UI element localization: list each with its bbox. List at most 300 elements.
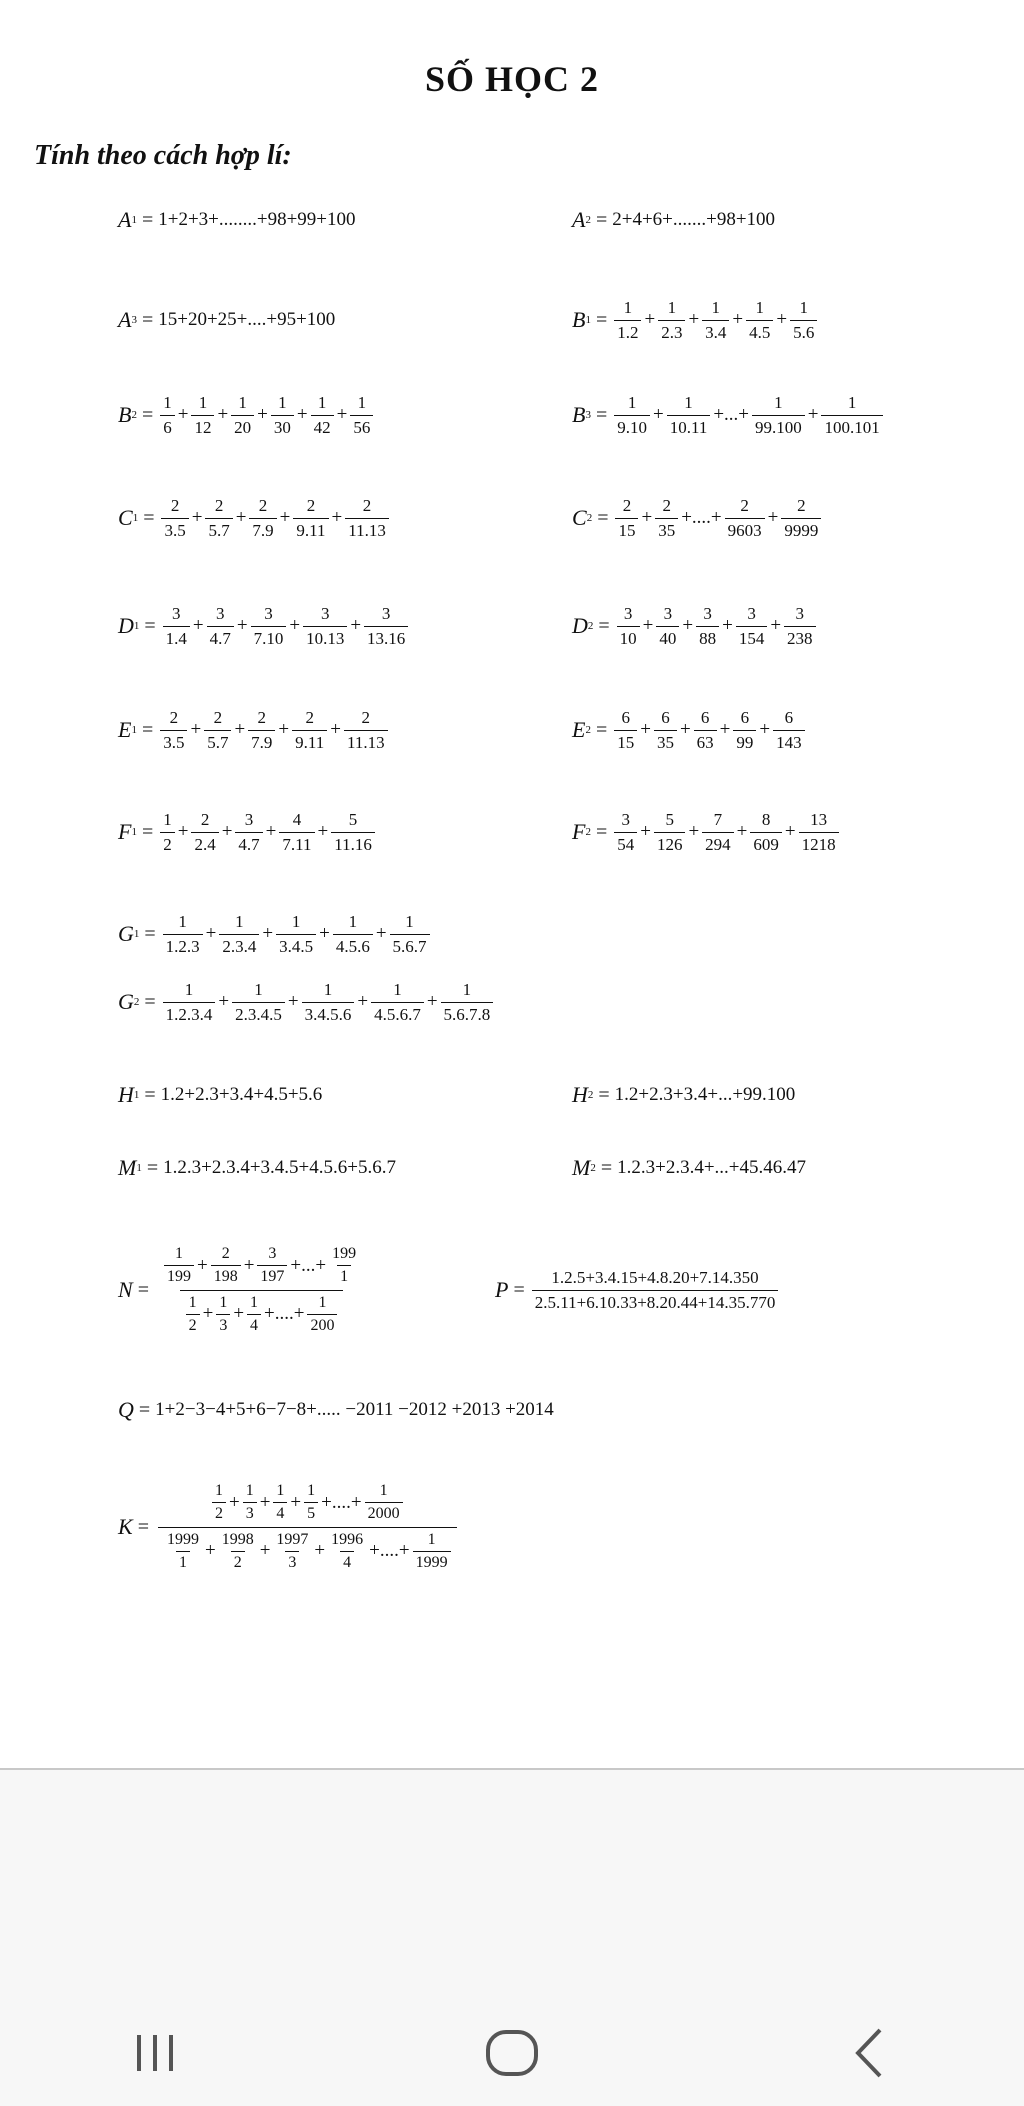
formula-H2	[572, 1082, 795, 1108]
fraction-numerator: 2	[361, 707, 371, 727]
fraction-numerator: 1	[684, 392, 693, 412]
plus-sign: +	[262, 923, 274, 944]
fraction-denominator: 4.5.6.7	[371, 1002, 424, 1025]
compound-denominator	[180, 1290, 344, 1336]
fraction	[191, 393, 214, 437]
variable-name: A	[118, 307, 132, 332]
fraction	[160, 393, 175, 437]
fraction-denominator: 35	[655, 518, 678, 541]
formula-M1	[118, 1155, 396, 1181]
fraction-denominator: 154	[736, 626, 768, 649]
plus-sign: +	[177, 404, 189, 425]
plus-sign: +	[289, 615, 301, 636]
row-B2-B3	[0, 385, 1024, 445]
equals-sign: =	[141, 403, 154, 426]
variable-name: E	[118, 717, 132, 742]
fraction	[216, 1294, 230, 1336]
formula-E2	[572, 708, 807, 752]
row-D1-D2	[0, 596, 1024, 656]
equals-sign: =	[144, 1083, 156, 1106]
variable-subscript: 2	[133, 996, 140, 1008]
fraction-denominator: 2.3.4.5	[232, 1002, 285, 1025]
fraction-numerator: 2	[257, 707, 267, 727]
fraction-denominator: 609	[750, 832, 782, 855]
plus-sign: +	[290, 1491, 302, 1513]
fraction-numerator: 1	[184, 979, 194, 999]
ellipsis-plus: +....+	[321, 1491, 362, 1513]
fraction	[163, 604, 190, 648]
equals-sign: =	[513, 1278, 525, 1301]
plus-sign: +	[279, 507, 291, 528]
formula-expression	[495, 1268, 780, 1312]
fraction-denominator: 5.7	[204, 730, 231, 753]
fraction-denominator: 4.7	[207, 626, 234, 649]
variable-name: D	[572, 613, 588, 638]
equals-sign: =	[144, 990, 156, 1013]
fraction-denominator: 2	[160, 832, 175, 855]
compound-numerator	[206, 1482, 409, 1527]
compound-fraction	[158, 1482, 457, 1573]
plus-sign: +	[767, 507, 779, 528]
equals-sign: =	[141, 820, 154, 843]
fraction-denominator: 9603	[725, 518, 765, 541]
fraction-denominator: 54	[614, 832, 637, 855]
formula-expression	[118, 980, 495, 1024]
fraction-numerator: 8	[761, 809, 771, 829]
plus-sign: +	[217, 404, 229, 425]
variable-name: B	[118, 402, 132, 427]
plus-sign: +	[257, 404, 268, 425]
fraction-denominator: 7.10	[251, 626, 287, 649]
fraction-denominator: 143	[773, 730, 805, 753]
fraction-denominator: 10	[617, 626, 640, 649]
formula-expression	[572, 604, 818, 648]
fraction	[752, 393, 805, 437]
fraction-numerator: 2	[362, 495, 372, 515]
variable-subscript: 2	[586, 512, 593, 524]
ellipsis-plus: +....+	[369, 1540, 410, 1562]
fraction	[273, 1482, 287, 1524]
fraction-numerator: 1	[427, 1530, 436, 1548]
fraction	[615, 496, 638, 540]
fraction	[614, 393, 650, 437]
plus-sign: +	[278, 719, 290, 740]
fraction	[344, 708, 388, 752]
fraction-numerator: 1	[238, 392, 247, 412]
fraction	[186, 1294, 200, 1336]
expression-text: 1.2.3+2.3.4+...+45.46.47	[617, 1157, 807, 1178]
fraction-denominator: 3	[216, 1314, 230, 1335]
plus-sign: +	[228, 1491, 240, 1513]
fraction	[205, 496, 232, 540]
variable-name: D	[118, 613, 134, 638]
formula-P	[495, 1268, 780, 1312]
fraction-numerator: 2	[622, 495, 632, 515]
fraction-denominator: 3.4.5	[276, 934, 316, 957]
plus-sign: +	[688, 309, 700, 330]
fraction	[160, 708, 187, 752]
fraction-numerator: 2	[213, 707, 223, 727]
fraction	[350, 393, 373, 437]
formula-A1	[118, 207, 356, 233]
fraction	[307, 1294, 337, 1336]
plus-sign: +	[259, 1540, 271, 1562]
recent-apps-button[interactable]	[115, 2018, 195, 2088]
fraction-numerator: 1	[847, 392, 857, 412]
formula-expression	[118, 393, 375, 437]
row-H1-H2	[0, 1075, 1024, 1115]
ellipsis-plus: +....+	[681, 507, 722, 528]
fraction	[371, 980, 424, 1024]
fraction-numerator: 1	[627, 392, 637, 412]
fraction-denominator: 11.16	[331, 832, 375, 855]
plus-sign: +	[357, 991, 369, 1012]
fraction	[243, 1482, 257, 1524]
fraction-denominator: 238	[784, 626, 816, 649]
fraction-numerator: 1	[623, 297, 633, 317]
fraction	[364, 604, 408, 648]
fraction	[248, 708, 275, 752]
fraction-denominator: 2	[231, 1551, 245, 1572]
fraction-denominator: 197	[257, 1265, 287, 1286]
fraction	[257, 1245, 287, 1287]
fraction-denominator: 10.11	[667, 415, 711, 438]
fraction-numerator: 1999	[166, 1530, 199, 1548]
fraction	[390, 912, 430, 956]
recent-apps-icon	[133, 2029, 177, 2077]
fraction	[733, 708, 756, 752]
fraction	[251, 604, 287, 648]
plus-sign: +	[196, 1254, 208, 1276]
fraction-denominator: 1.4	[163, 626, 190, 649]
equals-sign: =	[598, 614, 610, 637]
fraction-denominator: 9.10	[614, 415, 650, 438]
plus-sign: +	[319, 923, 330, 944]
equals-sign: =	[146, 1156, 159, 1179]
fraction-denominator: 4.7	[235, 832, 262, 855]
formula-expression	[572, 207, 775, 233]
expression-text: 1+2−3−4+5+6−7−8+..... −2011 −2012 +2013 +2014	[155, 1399, 554, 1420]
fraction-denominator: 2.5.11+6.10.33+8.20.44+14.35.770	[532, 1290, 779, 1313]
fraction-numerator: 1996	[331, 1530, 364, 1548]
row-G2	[0, 974, 1024, 1030]
variable-subscript: 1	[133, 620, 140, 632]
fraction-denominator: 11.13	[345, 518, 389, 541]
formula-A2	[572, 207, 775, 233]
plus-sign: +	[644, 309, 656, 330]
fraction-denominator: 5.6.7	[390, 934, 430, 957]
fraction	[331, 810, 375, 854]
variable-name: G	[118, 921, 134, 946]
variable-name: M	[118, 1155, 137, 1180]
fraction-denominator: 3	[285, 1551, 299, 1572]
fraction	[658, 298, 685, 342]
fraction-numerator: 1	[163, 809, 172, 829]
fraction	[247, 1294, 261, 1336]
variable-subscript: 2	[590, 1162, 596, 1174]
formula-N	[118, 1245, 369, 1336]
formula-E1	[118, 708, 390, 752]
fraction-denominator: 2000	[365, 1502, 403, 1523]
fraction-numerator: 2	[170, 495, 180, 515]
fraction-numerator: 2	[797, 495, 806, 515]
fraction-numerator: 1	[667, 297, 677, 317]
fraction	[617, 604, 640, 648]
fraction-denominator: 4	[273, 1502, 287, 1523]
fraction	[163, 912, 203, 956]
fraction	[413, 1531, 451, 1573]
fraction	[821, 393, 882, 437]
fraction-numerator: 3	[663, 603, 673, 623]
fraction	[532, 1268, 779, 1312]
row-Q	[0, 1390, 1024, 1430]
formula-expression	[118, 912, 432, 956]
fraction	[219, 912, 259, 956]
fraction	[790, 298, 817, 342]
fraction-numerator: 2	[169, 707, 179, 727]
formula-K	[118, 1482, 461, 1573]
fraction-numerator: 3	[244, 809, 254, 829]
fraction-numerator: 2	[221, 1244, 230, 1262]
fraction	[164, 1245, 194, 1287]
fraction-numerator: 1	[254, 979, 263, 999]
row-E1-E2	[0, 700, 1024, 760]
back-button[interactable]	[830, 2018, 910, 2088]
equals-sign: =	[600, 1156, 613, 1179]
fraction-numerator: 3	[623, 603, 633, 623]
plus-sign: +	[330, 719, 341, 740]
plus-sign: +	[641, 507, 653, 528]
variable-name: E	[572, 717, 586, 742]
fraction	[279, 810, 314, 854]
fraction-denominator: 7.11	[279, 832, 314, 855]
variable-subscript: 2	[585, 724, 591, 736]
fraction	[329, 1245, 359, 1287]
home-button[interactable]	[472, 2018, 552, 2088]
fraction-numerator: 1	[318, 1293, 327, 1311]
variable-subscript: 2	[585, 214, 591, 226]
fraction-denominator: 9999	[781, 518, 821, 541]
fraction-denominator: 4	[247, 1314, 261, 1335]
plus-sign: +	[679, 719, 691, 740]
fraction-numerator: 3	[172, 603, 181, 623]
fraction	[212, 1482, 226, 1524]
variable-name: Q	[118, 1397, 134, 1422]
formula-expression	[118, 496, 391, 540]
fraction-denominator: 1	[176, 1551, 190, 1572]
fraction-denominator: 126	[654, 832, 686, 855]
fraction	[292, 708, 327, 752]
variable-subscript: 2	[131, 409, 137, 421]
variable-name: B	[572, 402, 586, 427]
plus-sign: +	[192, 615, 204, 636]
plus-sign: +	[652, 404, 664, 425]
fraction	[654, 810, 686, 854]
plus-sign: +	[236, 615, 248, 636]
fraction	[781, 496, 821, 540]
variable-name: C	[118, 505, 133, 530]
variable-name: F	[572, 819, 586, 844]
fraction-numerator: 6	[784, 707, 794, 727]
variable-subscript: 2	[585, 826, 591, 838]
ellipsis-plus: +....+	[264, 1303, 305, 1325]
equals-sign: =	[141, 718, 154, 741]
fraction	[163, 980, 216, 1024]
plus-sign: +	[719, 719, 731, 740]
fraction-denominator: 3.5	[161, 518, 188, 541]
fraction-numerator: 2	[214, 495, 224, 515]
fraction-denominator: 5.6	[790, 320, 817, 343]
plus-sign: +	[331, 507, 343, 528]
fraction-numerator: 1997	[276, 1530, 309, 1548]
row-C1-C2	[0, 488, 1024, 548]
formula-A3	[118, 307, 335, 333]
fraction-denominator: 99.100	[752, 415, 805, 438]
equals-sign: =	[144, 614, 156, 637]
fraction-denominator: 4	[340, 1551, 354, 1572]
plus-sign: +	[759, 719, 771, 740]
variable-name: G	[118, 989, 134, 1014]
fraction-numerator: 199	[332, 1244, 357, 1262]
fraction-denominator: 35	[654, 730, 677, 753]
compound-numerator	[158, 1245, 365, 1290]
fraction-numerator: 2	[200, 809, 210, 829]
plus-sign: +	[204, 1540, 216, 1562]
fraction-denominator: 4.5.6	[333, 934, 373, 957]
fraction	[725, 496, 765, 540]
variable-subscript: 1	[133, 928, 140, 940]
fraction	[276, 912, 316, 956]
plus-sign: +	[287, 991, 299, 1012]
formula-F1	[118, 810, 377, 854]
fraction-denominator: 9.11	[293, 518, 328, 541]
equals-sign: =	[595, 208, 608, 231]
fraction-numerator: 3	[216, 603, 225, 623]
formula-expression	[572, 298, 819, 342]
plus-sign: +	[205, 923, 217, 944]
fraction	[302, 980, 355, 1024]
formula-expression	[572, 393, 885, 437]
fraction-numerator: 3	[381, 603, 391, 623]
fraction-numerator: 6	[740, 707, 750, 727]
fraction-denominator: 15	[615, 518, 638, 541]
fraction-numerator: 3	[268, 1244, 277, 1262]
fraction	[249, 496, 276, 540]
variable-name: P	[495, 1277, 509, 1302]
variable-subscript: 1	[131, 826, 137, 838]
fraction-numerator: 1	[711, 297, 721, 317]
fraction-denominator: 3.4	[702, 320, 729, 343]
fraction-denominator: 2.3.4	[219, 934, 259, 957]
variable-subscript: 1	[133, 1089, 140, 1101]
equals-sign: =	[137, 1278, 149, 1301]
fraction-numerator: 3	[264, 603, 273, 623]
fraction-numerator: 2	[662, 495, 671, 515]
formula-expression	[572, 1155, 806, 1181]
plus-sign: +	[807, 404, 819, 425]
equals-sign: =	[595, 718, 608, 741]
fraction-denominator: 3.5	[160, 730, 187, 753]
row-F1-F2	[0, 802, 1024, 862]
fraction	[614, 298, 641, 342]
plus-sign: +	[177, 821, 189, 842]
fraction	[232, 980, 285, 1024]
fraction-denominator: 12	[191, 415, 214, 438]
formula-expression	[118, 207, 356, 233]
fraction-numerator: 1	[235, 911, 244, 931]
fraction-numerator: 1	[774, 392, 783, 412]
fraction-numerator: 13	[810, 809, 828, 829]
formula-expression	[572, 1082, 795, 1108]
fraction-denominator: 11.13	[344, 730, 388, 753]
fraction-denominator: 5	[304, 1502, 318, 1523]
fraction-denominator: 99	[733, 730, 756, 753]
formula-expression	[118, 1245, 369, 1336]
fraction-denominator: 4.5	[746, 320, 773, 343]
fraction-numerator: 1	[278, 392, 287, 412]
fraction-denominator: 5.7	[205, 518, 232, 541]
plus-sign: +	[688, 821, 700, 842]
fraction-numerator: 1	[379, 1481, 388, 1499]
plus-sign: +	[296, 404, 308, 425]
formula-C1	[118, 496, 391, 540]
fraction-denominator: 7.9	[248, 730, 275, 753]
fraction	[614, 708, 637, 752]
equals-sign: =	[144, 922, 156, 945]
fraction-numerator: 1	[188, 1293, 197, 1311]
fraction	[293, 496, 328, 540]
fraction-numerator: 1	[163, 392, 172, 412]
variable-subscript: 1	[585, 314, 591, 326]
fraction	[271, 393, 294, 437]
fraction-numerator: 1	[245, 1481, 254, 1499]
plus-sign: +	[640, 821, 651, 842]
fraction	[303, 604, 347, 648]
fraction	[311, 393, 334, 437]
fraction-numerator: 1	[198, 392, 208, 412]
fraction	[694, 708, 717, 752]
fraction	[736, 604, 768, 648]
formula-expression	[118, 307, 335, 333]
fraction-denominator: 42	[311, 415, 334, 438]
fraction-numerator: 1998	[221, 1530, 254, 1548]
fraction-denominator: 100.101	[821, 415, 882, 438]
fraction-numerator: 1	[250, 1293, 259, 1311]
fraction-denominator: 40	[656, 626, 679, 649]
fraction-denominator: 1.2.3.4	[163, 1002, 216, 1025]
equals-sign: =	[138, 1398, 151, 1421]
plus-sign: +	[375, 923, 387, 944]
fraction	[773, 708, 805, 752]
fraction-numerator: 2	[740, 495, 749, 515]
row-K	[0, 1462, 1024, 1592]
formula-expression	[118, 1482, 461, 1573]
plus-sign: +	[722, 615, 733, 636]
plus-sign: +	[770, 615, 782, 636]
plus-sign: +	[202, 1303, 214, 1325]
formula-expression	[572, 810, 841, 854]
formula-B1	[572, 298, 819, 342]
fraction	[345, 496, 389, 540]
plus-sign: +	[234, 719, 246, 740]
variable-subscript: 1	[132, 512, 139, 524]
fraction-numerator: 1	[307, 1481, 316, 1499]
fraction	[328, 1531, 366, 1573]
plus-sign: +	[682, 615, 694, 636]
fraction	[365, 1482, 403, 1524]
fraction-numerator: 1	[357, 392, 367, 412]
equals-sign: =	[595, 820, 608, 843]
